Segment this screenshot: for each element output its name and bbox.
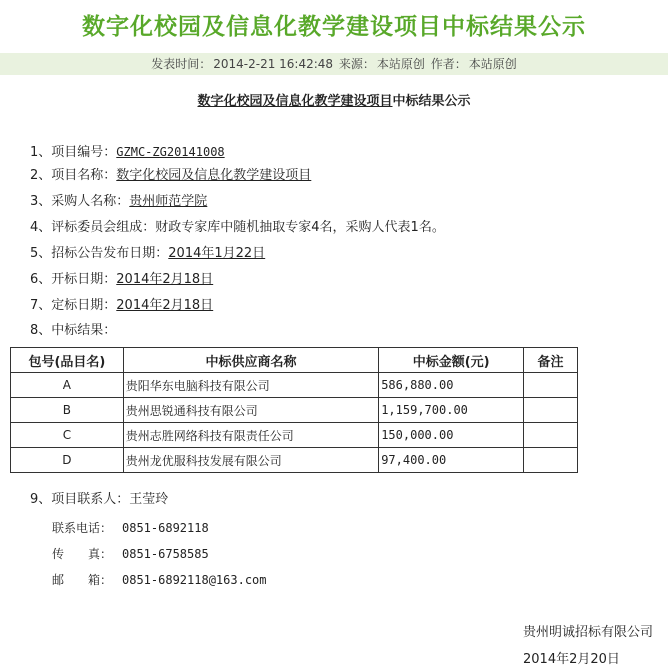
project-name-row	[30, 167, 311, 185]
source-label: 来源：	[338, 57, 375, 71]
announce-date-row	[30, 245, 265, 263]
author-label: 作者：	[430, 57, 467, 71]
contact-phone-row	[52, 519, 209, 536]
published-value: 2014-2-21 16:42:48	[213, 57, 334, 71]
header-package: 包号(品目名)	[11, 348, 124, 373]
note-cell	[524, 448, 578, 473]
purchaser-row	[30, 193, 207, 211]
award-date-value: 2014年2月18日	[116, 298, 214, 313]
amount-cell: 586,880.00	[379, 373, 524, 398]
amount-cell: 150,000.00	[379, 423, 524, 448]
award-date-row	[30, 297, 213, 315]
page-title: 数字化校园及信息化教学建设项目中标结果公示	[82, 14, 586, 40]
note-cell	[524, 373, 578, 398]
subtitle-underlined: 数字化校园及信息化教学建设项目	[197, 94, 393, 109]
phone-label: 联系电话：	[52, 521, 113, 535]
result-table	[10, 347, 578, 473]
contact-person-value: 王莹玲	[129, 492, 169, 507]
project-name-value: 数字化校园及信息化教学建设项目	[116, 168, 312, 183]
article-meta	[0, 53, 668, 75]
purchaser-label: 3、采购人名称：	[30, 194, 130, 209]
source-value: 本站原创	[376, 57, 425, 71]
signature-company: 贵州明诚招标有限公司	[523, 625, 654, 640]
committee-row: 4、评标委员会组成：财政专家库中随机抽取专家4名，采购人代表1名。	[30, 220, 445, 235]
supplier-cell: 贵州志胜网络科技有限责任公司	[123, 423, 378, 448]
table-header-row	[11, 348, 578, 373]
contact-fax-row	[52, 545, 209, 562]
purchaser-value: 贵州师范学院	[129, 194, 208, 209]
project-number-value: GZMC-ZG20141008	[116, 145, 225, 159]
package-cell: D	[11, 448, 124, 473]
header-supplier: 中标供应商名称	[123, 348, 378, 373]
project-name-label: 2、项目名称：	[30, 168, 117, 183]
open-date-value: 2014年2月18日	[116, 272, 214, 287]
email-value: 0851-6892118@163.com	[122, 573, 267, 587]
amount-cell: 1,159,700.00	[379, 398, 524, 423]
signature-date: 2014年2月20日	[523, 652, 620, 667]
published-label: 发表时间：	[151, 57, 212, 71]
supplier-cell: 贵阳华东电脑科技有限公司	[123, 373, 378, 398]
subtitle-rest: 中标结果公示	[392, 94, 471, 109]
project-number-label: 1、项目编号：	[30, 145, 117, 160]
header-amount: 中标金额(元)	[379, 348, 524, 373]
announce-date-value: 2014年1月22日	[168, 246, 266, 261]
contact-email-row	[52, 571, 267, 588]
note-cell	[524, 423, 578, 448]
award-date-label: 7、定标日期：	[30, 298, 117, 313]
amount-cell: 97,400.00	[379, 448, 524, 473]
open-date-row	[30, 271, 213, 289]
package-cell: C	[11, 423, 124, 448]
author-value: 本站原创	[468, 57, 517, 71]
contact-person-row	[30, 491, 168, 509]
package-cell: B	[11, 398, 124, 423]
phone-value: 0851-6892118	[122, 521, 209, 535]
fax-label: 传 真：	[52, 547, 113, 561]
announce-date-label: 5、招标公告发布日期：	[30, 246, 169, 261]
supplier-cell: 贵州龙优服科技发展有限公司	[123, 448, 378, 473]
table-row	[11, 373, 578, 398]
project-number-row	[30, 143, 225, 162]
table-row	[11, 448, 578, 473]
header-note: 备注	[524, 348, 578, 373]
supplier-cell: 贵州思锐通科技有限公司	[123, 398, 378, 423]
table-row	[11, 398, 578, 423]
email-label: 邮 箱：	[52, 573, 113, 587]
package-cell: A	[11, 373, 124, 398]
article-subtitle	[0, 90, 668, 109]
note-cell	[524, 398, 578, 423]
table-row	[11, 423, 578, 448]
open-date-label: 6、开标日期：	[30, 272, 117, 287]
contact-person-label: 9、项目联系人：	[30, 492, 130, 507]
fax-value: 0851-6758585	[122, 547, 209, 561]
result-heading: 8、中标结果：	[30, 323, 117, 338]
